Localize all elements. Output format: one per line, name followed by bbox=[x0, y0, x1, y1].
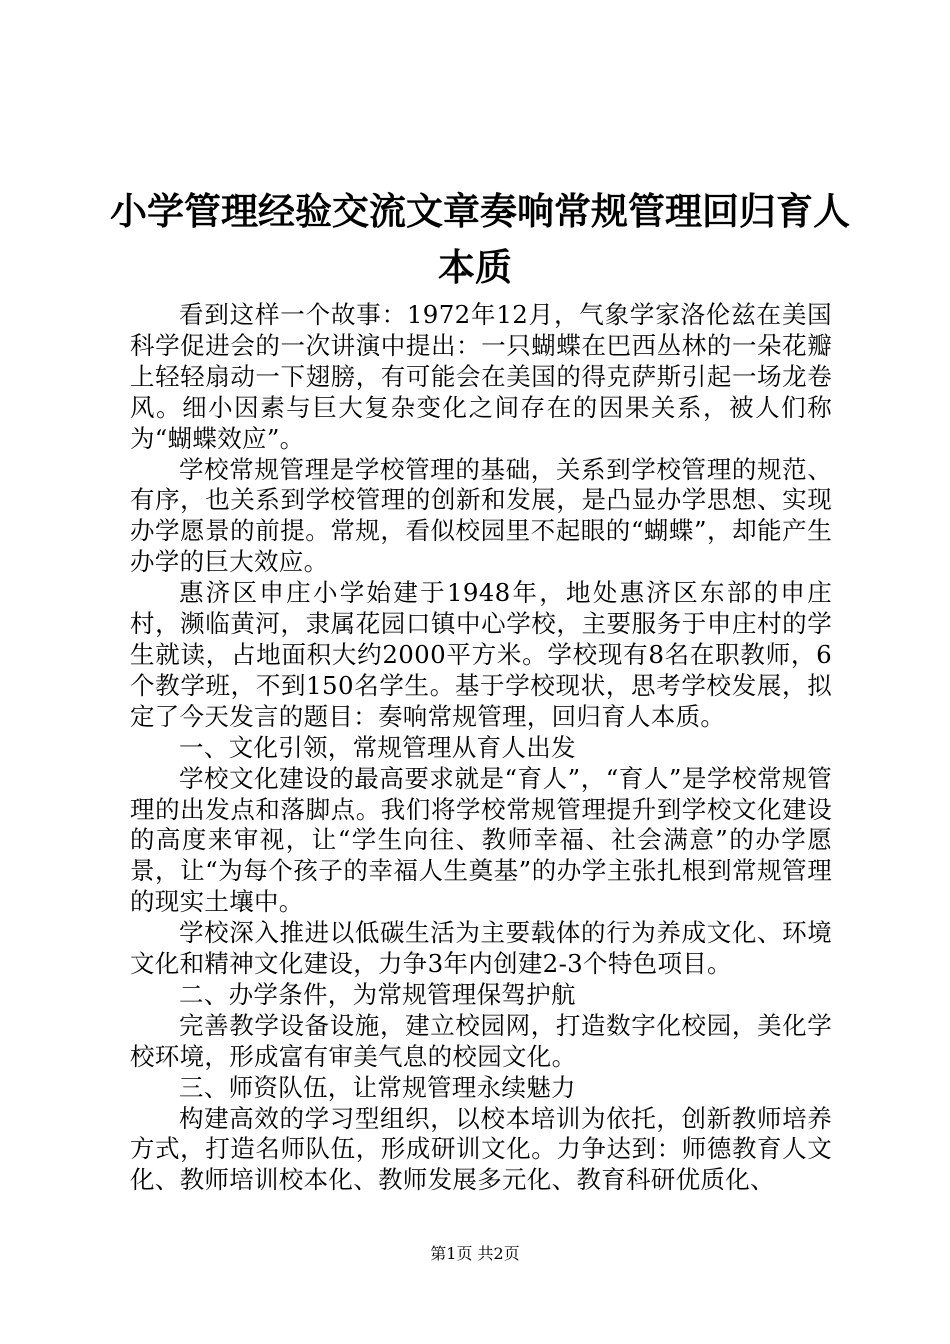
page-number-footer: 第1页 共2页 bbox=[430, 1244, 520, 1263]
section-heading: 三、师资队伍，让常规管理永续魅力 bbox=[179, 1072, 576, 1102]
paragraph: 构建高效的学习型组织，以校本培训为依托，创新教师培养方式，打造名师队伍，形成研训文化。力争达到：师德教育人文化、教师培训校本化、教师发展多元化、教育科研优质化、 bbox=[130, 1103, 832, 1195]
section-heading: 二、办学条件，为常规管理保驾护航 bbox=[179, 979, 576, 1009]
paragraph: 看到这样一个故事：1972年12月，气象学家洛伦兹在美国科学促进会的一次讲演中提出：一只蝴蝶在巴西丛林的一朵花瓣上轻轻扇动一下翅膀，有可能会在美国的得克萨斯引起一场龙卷风。细小因素与巨大复杂变化之间存在的因果关系，被人们称为“蝴蝶效应”。 bbox=[130, 300, 832, 453]
paragraph: 惠济区申庄小学始建于1948年，地处惠济区东部的申庄村，濒临黄河，隶属花园口镇中心学校，主要服务于申庄村的学生就读，占地面积大约2000平方米。学校现有8名在职教师，6个教学班，不到150名学生。基于学校现状，思考学校发展，拟定了今天发言的题目：奏响常规管理，回归育人本质。 bbox=[130, 578, 832, 731]
paragraph: 完善教学设备设施，建立校园网，打造数字化校园，美化学校环境，形成富有审美气息的校园文化。 bbox=[130, 1010, 832, 1071]
document-title-line-2: 本质 bbox=[438, 246, 512, 289]
paragraph: 学校深入推进以低碳生活为主要载体的行为养成文化、环境文化和精神文化建设，力争3年内创建2-3个特色项目。 bbox=[130, 918, 832, 979]
section-heading: 一、文化引领，常规管理从育人出发 bbox=[179, 732, 576, 762]
paragraph: 学校常规管理是学校管理的基础，关系到学校管理的规范、有序，也关系到学校管理的创新和发展，是凸显办学思想、实现办学愿景的前提。常规，看似校园里不起眼的“蝴蝶”，却能产生办学的巨大效应。 bbox=[130, 454, 832, 577]
paragraph: 学校文化建设的最高要求就是“育人”，“育人”是学校常规管理的出发点和落脚点。我们将学校常规管理提升到学校文化建设的高度来审视，让“学生向往、教师幸福、社会满意”的办学愿景，让“为每个孩子的幸福人生奠基”的办学主张扎根到常规管理的现实土壤中。 bbox=[130, 763, 832, 917]
document-body bbox=[130, 300, 832, 1196]
document-title-line-1: 小学管理经验交流文章奏响常规管理回归育人 bbox=[110, 190, 850, 233]
